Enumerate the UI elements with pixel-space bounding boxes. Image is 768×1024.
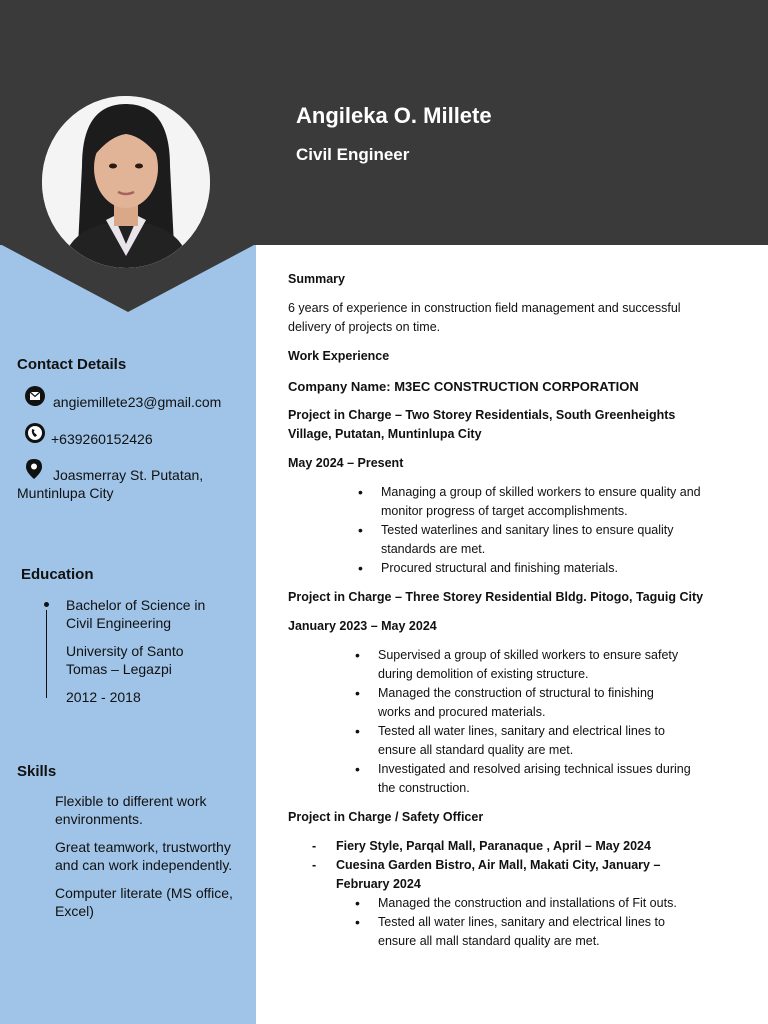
contact-heading: Contact Details	[17, 356, 127, 373]
skill-item: Computer literate (MS office, Excel)	[55, 885, 233, 919]
education-list	[66, 596, 226, 716]
contact-address-line1: Joasmerray St. Putatan,	[53, 467, 204, 483]
contact-address-line2: Muntinlupa City	[17, 485, 114, 501]
project-dates: May 2024 – Present	[288, 456, 404, 470]
project-title: Project in Charge – Three Storey Residential Bldg. Pitogo, Taguig City	[288, 590, 704, 604]
summary-text: 6 years of experience in construction field management and successful delivery of projects on time.	[288, 301, 681, 334]
education-degree: Bachelor of Science in Civil Engineering	[66, 597, 206, 631]
main-content	[288, 270, 728, 951]
contact-phone[interactable]: +639260152426	[51, 431, 153, 447]
summary-heading: Summary	[288, 272, 345, 286]
education-school: University of Santo Tomas – Legazpi	[66, 643, 184, 677]
project-bullet: • Managed the construction and installations of Fit outs.	[288, 894, 708, 913]
location-pin-icon	[25, 458, 43, 480]
education-years: 2012 - 2018	[66, 689, 141, 705]
candidate-title: Civil Engineer	[296, 145, 410, 164]
skill-item: Great teamwork, trustworthy and can work independently.	[55, 839, 233, 873]
project-bullet: • Tested waterlines and sanitary lines to ensure quality standards are met.	[288, 521, 701, 559]
company-name: Company Name: M3EC CONSTRUCTION CORPORATION	[288, 379, 639, 394]
profile-photo	[42, 96, 210, 268]
skill-item: Flexible to different work environments.	[55, 793, 207, 827]
project-bullet: • Supervised a group of skilled workers to ensure safety during demolition of existing structure.	[288, 646, 698, 684]
project-bullet: • Tested all water lines, sanitary and electrical lines to ensure all standard quality are met.	[288, 722, 678, 760]
project-bullet: • Tested all water lines, sanitary and electrical lines to ensure all mall standard quality are met.	[288, 913, 698, 951]
project-site: - Fiery Style, Parqal Mall, Paranaque , April – May 2024	[288, 837, 676, 856]
work-heading: Work Experience	[288, 349, 390, 363]
project-site: - Cuesina Garden Bistro, Air Mall, Makati City, January – February 2024	[288, 856, 676, 894]
skills-list	[55, 792, 250, 930]
education-timeline-line	[46, 610, 47, 698]
skills-heading: Skills	[17, 763, 57, 780]
phone-icon	[25, 423, 45, 443]
project-dates: January 2023 – May 2024	[288, 619, 437, 633]
contact-email[interactable]: angiemillete23@gmail.com	[53, 394, 222, 410]
project-bullet: • Procured structural and finishing materials.	[288, 559, 711, 578]
envelope-icon	[25, 386, 45, 406]
project-bullet: • Investigated and resolved arising technical issues during the construction.	[288, 760, 708, 798]
candidate-name: Angileka O. Millete	[296, 103, 492, 128]
project-bullet: • Managing a group of skilled workers to ensure quality and monitor progress of target accomplishments.	[288, 483, 701, 521]
project-bullet: • Managed the construction of structural to finishing works and procured materials.	[288, 684, 678, 722]
education-heading: Education	[21, 566, 94, 583]
project-title: Project in Charge – Two Storey Residentials, South Greenheights Village, Putatan, Muntinlupa City	[288, 408, 676, 441]
education-bullet	[44, 602, 49, 607]
project-title: Project in Charge / Safety Officer	[288, 810, 484, 824]
person-portrait-icon	[42, 96, 210, 268]
